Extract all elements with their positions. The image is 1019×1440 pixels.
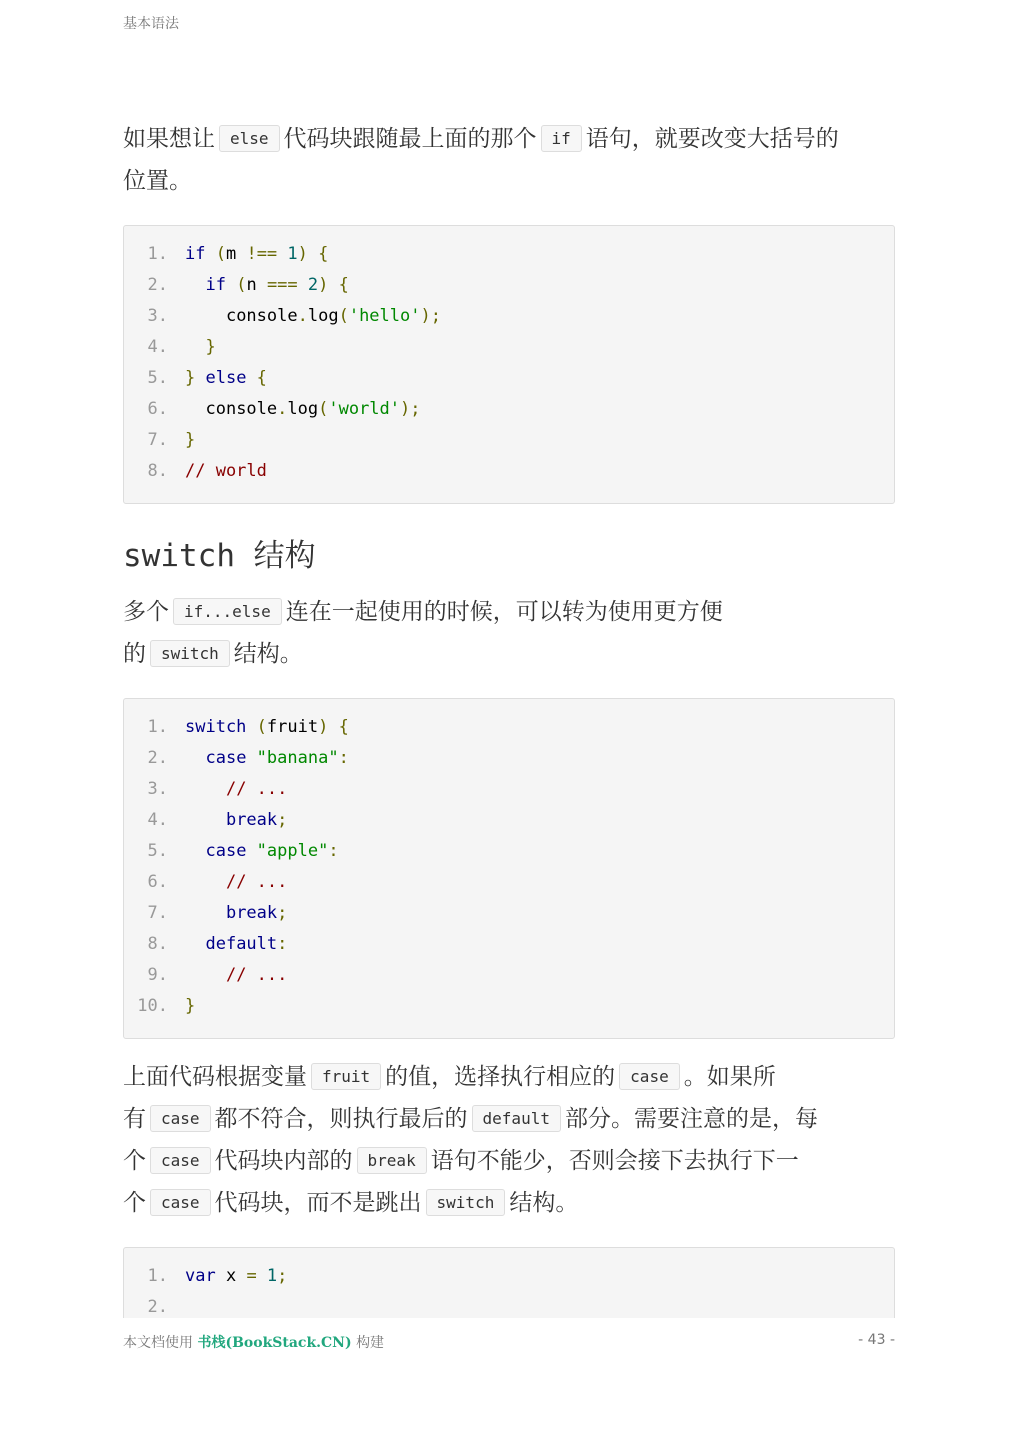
inline-code-case: case bbox=[619, 1063, 680, 1090]
text-run: 有 bbox=[123, 1106, 146, 1132]
inline-code-case: case bbox=[150, 1147, 211, 1174]
text-run: 。如果所 bbox=[683, 1064, 776, 1090]
line-number: 4. bbox=[147, 337, 168, 357]
identifier: console bbox=[205, 399, 278, 419]
punctuation: . bbox=[297, 306, 308, 326]
line-number: 6. bbox=[147, 872, 168, 892]
identifier: n bbox=[246, 275, 257, 295]
punctuation: ( bbox=[205, 244, 226, 264]
text-run: 个 bbox=[123, 1190, 146, 1216]
identifier: fruit bbox=[266, 717, 319, 737]
line-number: 8. bbox=[147, 461, 168, 481]
paragraph-else-placement bbox=[123, 118, 895, 202]
code-line bbox=[124, 869, 894, 900]
punctuation: ) { bbox=[318, 717, 349, 737]
keyword: break bbox=[225, 810, 278, 830]
code-line bbox=[124, 776, 894, 807]
code-line bbox=[124, 745, 894, 776]
code-line bbox=[124, 303, 894, 334]
text-run: 位置。 bbox=[123, 168, 192, 194]
text-run: 代码块，而不是跳出 bbox=[214, 1190, 422, 1216]
code-line bbox=[124, 458, 894, 489]
keyword: default bbox=[205, 934, 278, 954]
text-run: 代码块内部的 bbox=[214, 1148, 353, 1174]
code-line bbox=[124, 838, 894, 869]
punctuation: ) { bbox=[318, 275, 349, 295]
code-line bbox=[124, 334, 894, 365]
text-run: 代码块跟随最上面的那个 bbox=[283, 126, 537, 152]
text-run: 都不符合，则执行最后的 bbox=[214, 1106, 468, 1132]
keyword: case bbox=[205, 841, 247, 861]
keyword: if bbox=[205, 275, 226, 295]
number: 1 bbox=[256, 1266, 278, 1286]
running-header: 基本语法 bbox=[123, 16, 179, 32]
text-run: 个 bbox=[123, 1148, 146, 1174]
punctuation: ; bbox=[277, 810, 288, 830]
operator: === bbox=[256, 275, 298, 295]
code-block-if-else bbox=[123, 225, 895, 504]
keyword: break bbox=[225, 903, 278, 923]
punctuation: : bbox=[277, 934, 288, 954]
identifier: console bbox=[225, 306, 298, 326]
comment: // ... bbox=[225, 872, 288, 892]
identifier: x bbox=[215, 1266, 237, 1286]
keyword: switch bbox=[185, 717, 247, 737]
line-number: 1. bbox=[147, 717, 168, 737]
code-line bbox=[124, 272, 894, 303]
page-number: - 43 - bbox=[858, 1332, 895, 1348]
keyword: case bbox=[205, 748, 247, 768]
inline-code-case: case bbox=[150, 1105, 211, 1132]
inline-code-if-else: if...else bbox=[173, 598, 282, 625]
text-run: 语句不能少，否则会接下去执行下一 bbox=[430, 1148, 799, 1174]
text-run: 上面代码根据变量 bbox=[123, 1064, 307, 1090]
number: 2 bbox=[297, 275, 319, 295]
code-line bbox=[124, 241, 894, 272]
text-run: 如果想让 bbox=[123, 126, 215, 152]
string: "banana" bbox=[246, 748, 339, 768]
code-block-switch bbox=[123, 698, 895, 1039]
punctuation: } bbox=[185, 430, 196, 450]
punctuation: ) { bbox=[297, 244, 329, 264]
code-line bbox=[124, 931, 894, 962]
line-number: 2. bbox=[147, 1297, 168, 1317]
line-number: 2. bbox=[147, 748, 168, 768]
code-line bbox=[124, 900, 894, 931]
page-content bbox=[123, 118, 895, 1366]
footer-text: 本文档使用 bbox=[123, 1335, 193, 1351]
comment: // ... bbox=[225, 965, 288, 985]
inline-code-switch: switch bbox=[426, 1189, 506, 1216]
line-number: 1. bbox=[147, 244, 168, 264]
line-number: 7. bbox=[147, 430, 168, 450]
comment: // world bbox=[185, 461, 267, 481]
text-run: 多个 bbox=[123, 599, 169, 625]
text-run: 语句，就要改变大括号的 bbox=[585, 126, 839, 152]
identifier: log bbox=[307, 306, 339, 326]
line-number: 4. bbox=[147, 810, 168, 830]
inline-code-default: default bbox=[472, 1105, 561, 1132]
punctuation: ; bbox=[277, 903, 288, 923]
line-number: 1. bbox=[147, 1266, 168, 1286]
line-number: 10. bbox=[137, 996, 168, 1016]
punctuation: . bbox=[277, 399, 288, 419]
punctuation: ( bbox=[338, 306, 349, 326]
line-number: 5. bbox=[147, 841, 168, 861]
punctuation: ); bbox=[400, 399, 421, 419]
line-number: 6. bbox=[147, 399, 168, 419]
code-line bbox=[124, 962, 894, 993]
punctuation: } bbox=[205, 337, 216, 357]
code-line bbox=[124, 993, 894, 1024]
paragraph-switch-intro bbox=[123, 591, 895, 675]
keyword: if bbox=[185, 244, 206, 264]
text-run: 部分。需要注意的是，每 bbox=[564, 1106, 818, 1132]
punctuation: ( bbox=[246, 717, 267, 737]
footer-credit bbox=[123, 1332, 384, 1352]
keyword: else bbox=[195, 368, 247, 388]
operator: = bbox=[236, 1266, 257, 1286]
identifier: m bbox=[225, 244, 237, 264]
section-heading-switch: switch 结构 bbox=[123, 538, 316, 574]
operator: !== bbox=[236, 244, 278, 264]
line-number: 2. bbox=[147, 275, 168, 295]
code-line bbox=[124, 1263, 894, 1294]
paragraph-switch-explain bbox=[123, 1056, 895, 1224]
string: "apple" bbox=[246, 841, 329, 861]
text-run: 结构。 bbox=[233, 641, 303, 667]
code-line bbox=[124, 427, 894, 458]
inline-code-break: break bbox=[357, 1147, 427, 1174]
code-line bbox=[124, 807, 894, 838]
punctuation: ( bbox=[225, 275, 247, 295]
line-number: 5. bbox=[147, 368, 168, 388]
text-run: 连在一起使用的时候，可以转为使用更方便 bbox=[285, 599, 723, 625]
keyword: var bbox=[185, 1266, 216, 1286]
punctuation: : bbox=[338, 748, 349, 768]
text-run: 结构。 bbox=[509, 1190, 579, 1216]
line-number: 3. bbox=[147, 306, 168, 326]
punctuation: } bbox=[185, 996, 196, 1016]
line-number: 3. bbox=[147, 779, 168, 799]
footer-brand-link[interactable]: 书栈(BookStack.CN) bbox=[197, 1335, 352, 1351]
code-line bbox=[124, 396, 894, 427]
punctuation: } bbox=[185, 368, 196, 388]
string: 'world' bbox=[328, 399, 401, 419]
punctuation: ( bbox=[318, 399, 329, 419]
string: 'hello' bbox=[348, 306, 421, 326]
inline-code-case: case bbox=[150, 1189, 211, 1216]
inline-code-switch: switch bbox=[150, 640, 230, 667]
text-run: 的 bbox=[123, 641, 146, 667]
text-run: 的值，选择执行相应的 bbox=[385, 1064, 616, 1090]
number: 1 bbox=[277, 244, 298, 264]
punctuation: { bbox=[246, 368, 267, 388]
inline-code-fruit: fruit bbox=[311, 1063, 381, 1090]
footer-text: 构建 bbox=[356, 1335, 385, 1351]
punctuation: ; bbox=[277, 1266, 288, 1286]
code-line bbox=[124, 365, 894, 396]
line-number: 7. bbox=[147, 903, 168, 923]
line-number: 9. bbox=[147, 965, 168, 985]
inline-code-else: else bbox=[219, 125, 280, 152]
comment: // ... bbox=[225, 779, 288, 799]
identifier: log bbox=[287, 399, 319, 419]
punctuation: : bbox=[328, 841, 339, 861]
inline-code-if: if bbox=[541, 125, 582, 152]
line-number: 8. bbox=[147, 934, 168, 954]
punctuation: ); bbox=[420, 306, 441, 326]
code-line bbox=[124, 714, 894, 745]
